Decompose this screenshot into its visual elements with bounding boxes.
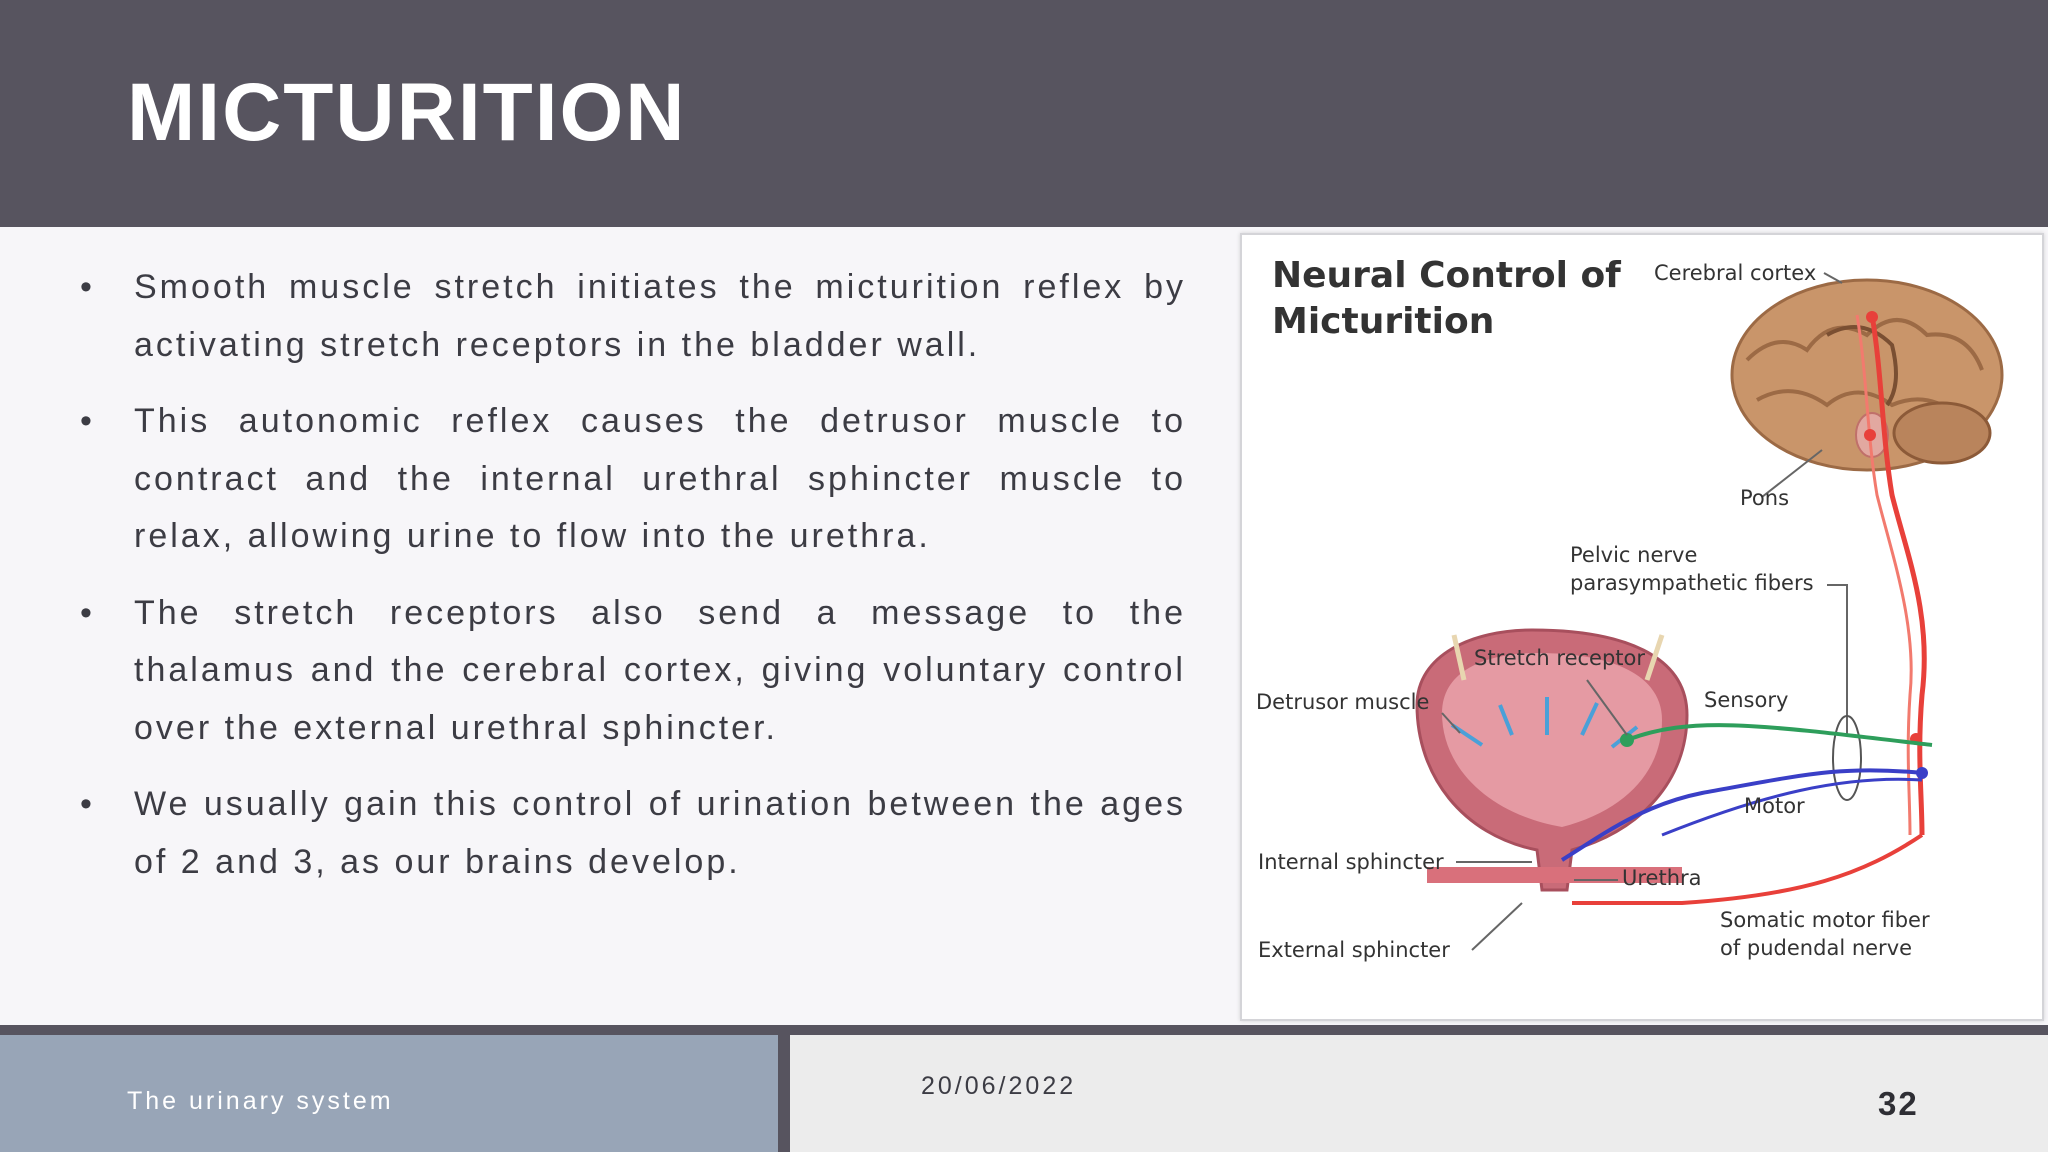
motor-origin-dot [1916, 767, 1928, 779]
page-number: 32 [1878, 1085, 1919, 1122]
bullet-marker: • [80, 593, 92, 632]
label-detrusor-muscle: Detrusor muscle [1256, 690, 1430, 714]
bullet-text: Smooth muscle stretch initiates the micturition reflex by activating stretch receptors in the bladder wall. [134, 268, 1186, 364]
label-cerebral-cortex: Cerebral cortex [1654, 261, 1817, 285]
bullet-list [80, 259, 1186, 910]
label-internal-sphincter: Internal sphincter [1258, 850, 1444, 874]
footer-date: 20/06/2022 [921, 1072, 1077, 1100]
label-pons: Pons [1740, 486, 1790, 510]
label-sensory: Sensory [1704, 688, 1789, 712]
external-pointer-line [1472, 903, 1522, 950]
label-motor: Motor [1744, 794, 1805, 818]
bullet-marker: • [80, 785, 92, 823]
bullet-text: We usually gain this control of urination between the ages of 2 and 3, as our brains develop. [134, 785, 1186, 881]
bullet-item [80, 776, 1186, 891]
diagram-svg [1242, 235, 2042, 1019]
bullet-marker: • [80, 402, 92, 440]
diagram-title-line2: Micturition [1272, 301, 1495, 342]
cortex-pointer-line [1824, 273, 1842, 283]
slide-title: MICTURITION [127, 67, 687, 158]
label-somatic-line1: Somatic motor fiber [1720, 908, 1930, 932]
bullet-item [80, 393, 1186, 566]
neural-control-diagram [1240, 233, 2044, 1021]
pelvic-pointer-line [1827, 585, 1847, 735]
label-somatic-line2: of pudendal nerve [1720, 936, 1913, 960]
brain-illustration [1732, 280, 2002, 470]
bullet-item [80, 585, 1186, 758]
footer-presentation-title: The urinary system [127, 1087, 394, 1115]
bullet-marker: • [80, 268, 92, 306]
footer-separator [0, 1025, 2048, 1035]
bullet-text: The stretch receptors also send a message to the thalamus and the cerebral cortex, giving voluntary control over the external urethral sphincter. [134, 593, 1186, 747]
label-pelvic-nerve-line1: Pelvic nerve [1570, 543, 1698, 567]
footer-divider [778, 1035, 790, 1152]
label-urethra: Urethra [1622, 866, 1702, 890]
bullet-item [80, 259, 1186, 374]
stretch-receptor-dot [1620, 733, 1634, 747]
slide-header [0, 0, 2048, 227]
label-stretch-receptor: Stretch receptor [1474, 646, 1646, 670]
diagram-title-line1: Neural Control of [1272, 255, 1621, 296]
bullet-text: This autonomic reflex causes the detrusor muscle to contract and the internal urethral sphincter muscle to relax, allowing urine to flow into the urethra. [134, 402, 1186, 555]
label-pelvic-nerve-line2: parasympathetic fibers [1570, 571, 1814, 595]
label-external-sphincter: External sphincter [1258, 938, 1450, 962]
